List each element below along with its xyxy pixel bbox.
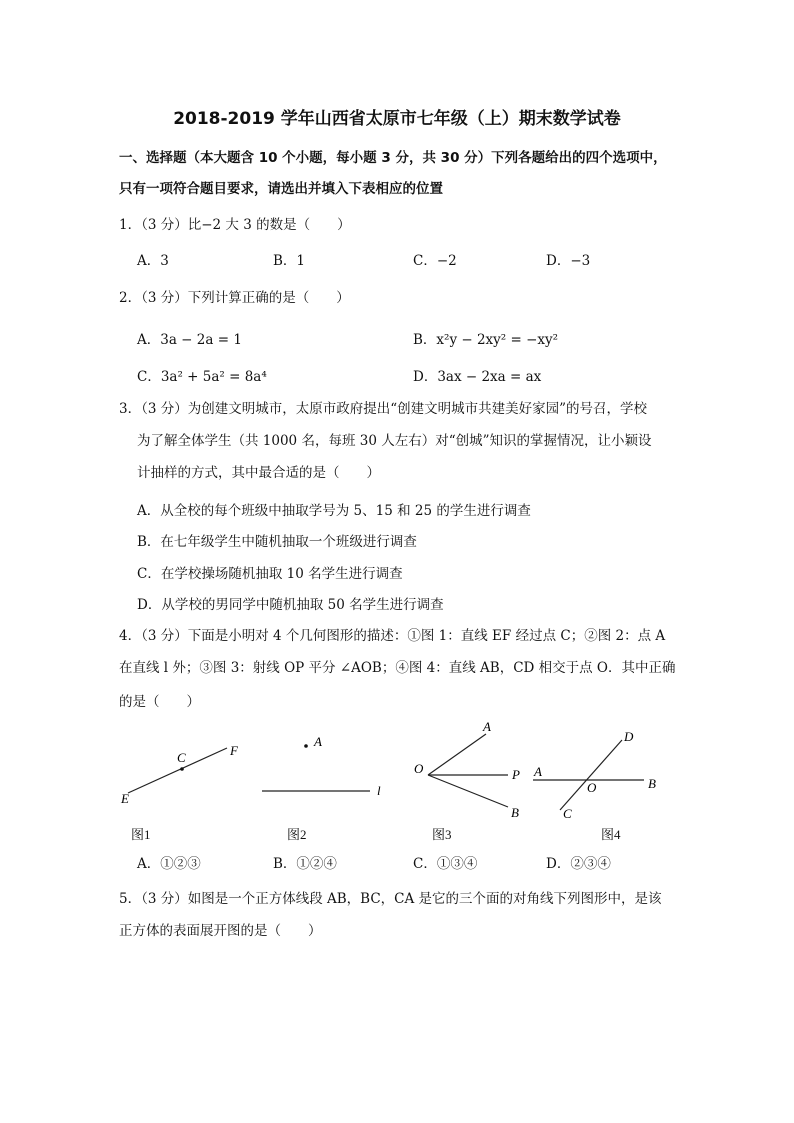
q1-option-b: B．1 <box>273 253 306 269</box>
q2-option-c: C．3a² + 5a² = 8a⁴ <box>137 369 267 385</box>
section-heading-line1: 一、选择题（本大题含 10 个小题，每小题 3 分，共 30 分）下列各题给出的四个选项中， <box>119 150 667 166</box>
q4-option-c: C．①③④ <box>413 856 478 872</box>
q4-option-d: D．②③④ <box>546 856 611 872</box>
q5-line1: 5．（3 分）如图是一个正方体线段 AB，BC，CA 是它的三个面的对角线下列图形中，是该 <box>119 891 662 907</box>
q2-option-a: A．3a − 2a = 1 <box>137 332 242 348</box>
label-b3: B <box>511 805 519 820</box>
ray-oa <box>428 734 486 775</box>
label-l: l <box>377 783 381 798</box>
figure-4 <box>533 729 656 821</box>
q4-line3: 的是（ ） <box>119 694 200 710</box>
label-o4: O <box>587 780 597 795</box>
label-a3: A <box>483 719 491 734</box>
figure-3-caption: 图3 <box>432 827 452 842</box>
q1-stem: 1．（3 分）比−2 大 3 的数是（ ） <box>119 217 351 233</box>
line-cd <box>560 740 622 810</box>
figure-4-caption: 图4 <box>601 827 621 842</box>
figure-3 <box>414 719 520 820</box>
exam-title: 2018-2019 学年山西省太原市七年级（上）期末数学试卷 <box>173 109 621 129</box>
figure-2 <box>262 734 381 798</box>
q3-line1: 3．（3 分）为创建文明城市，太原市政府提出“创建文明城市共建美好家园”的号召，学校 <box>119 401 648 417</box>
q2-option-d: D．3ax − 2xa = ax <box>413 369 542 385</box>
q3-option-d: D．从学校的男同学中随机抽取 50 名学生进行调查 <box>137 597 444 613</box>
q2-stem: 2．（3 分）下列计算正确的是（ ） <box>119 290 350 306</box>
figure-1-caption: 图1 <box>131 827 151 842</box>
q1-option-a: A．3 <box>137 253 169 269</box>
label-e: E <box>121 791 129 806</box>
point-c <box>180 767 184 771</box>
ray-ob <box>428 775 508 807</box>
label-a4: A <box>534 764 542 779</box>
figure-1 <box>120 743 239 806</box>
label-p3: P <box>512 767 520 782</box>
q3-option-b: B．在七年级学生中随机抽取一个班级进行调查 <box>137 534 417 550</box>
q3-line2: 为了解全体学生（共 1000 名，每班 30 人左右）对“创城”知识的掌握情况，让小颖设 <box>137 433 652 449</box>
label-b4: B <box>648 776 656 791</box>
q2-option-b: B．x²y − 2xy² = −xy² <box>413 332 559 348</box>
figure-2-caption: 图2 <box>287 827 307 842</box>
label-c: C <box>177 750 186 765</box>
q1-option-d: D．−3 <box>546 253 591 269</box>
q3-line3: 计抽样的方式，其中最合适的是（ ） <box>137 465 380 481</box>
section-heading-line2: 只有一项符合题目要求，请选出并填入下表相应的位置 <box>119 181 443 197</box>
q5-line2: 正方体的表面展开图的是（ ） <box>119 923 322 939</box>
label-c4: C <box>563 806 572 821</box>
label-d4: D <box>624 729 634 744</box>
label-f: F <box>230 743 238 758</box>
label-a: A <box>314 734 322 749</box>
q4-option-b: B．①②④ <box>273 856 337 872</box>
label-o3: O <box>414 761 424 776</box>
q3-option-a: A．从全校的每个班级中抽取学号为 5、15 和 25 的学生进行调查 <box>137 503 531 519</box>
q3-option-c: C．在学校操场随机抽取 10 名学生进行调查 <box>137 566 403 582</box>
q4-line1: 4．（3 分）下面是小明对 4 个几何图形的描述：①图 1：直线 EF 经过点 C；②图 2：点 A <box>119 628 666 644</box>
q4-option-a: A．①②③ <box>137 856 201 872</box>
q1-option-c: C．−2 <box>413 253 457 269</box>
q4-line2: 在直线 l 外；③图 3：射线 OP 平分 ∠AOB；④图 4：直线 AB，CD 相交于点 O．其中正确 <box>119 660 676 676</box>
point-a <box>304 744 308 748</box>
